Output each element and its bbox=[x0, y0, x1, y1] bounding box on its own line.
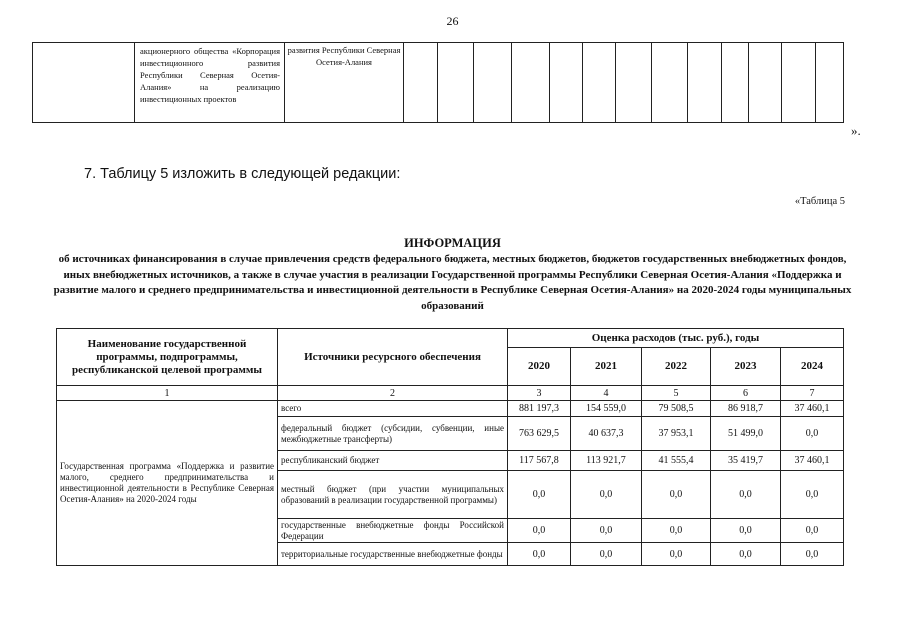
value-cell: 0,0 bbox=[642, 471, 711, 519]
measure-description: акционерного общества «Корпорация инвестиционного развития Республики Северная Осетия-Алания» на реализацию инвестиционных проектов bbox=[135, 43, 285, 123]
executor-cell: развития Республики Северная Осетия-Алания bbox=[285, 43, 404, 123]
table-cell bbox=[722, 43, 749, 123]
column-number: 4 bbox=[571, 386, 642, 401]
source-label: территориальные государственные внебюджетные фонды bbox=[278, 543, 508, 566]
value-cell: 35 419,7 bbox=[711, 451, 781, 471]
document-subheading: об источниках финансирования в случае привлечения средств федерального бюджета, местных бюджетов, бюджетов государственных внебюджетных фондов, иных внебюджетных источников, а также в случае участия в реализации Государственной программы Республики Северная Осетия-Алания «Поддержка и развитие малого и среднего предпринимательства и инвестиционной деятельности в Республике Северная Осетия-Алания» на 2020-2024 годы муниципальных образований bbox=[53, 253, 852, 312]
column-number: 1 bbox=[57, 386, 278, 401]
source-label: федеральный бюджет (субсидии, субвенции, иные межбюджетные трансферты) bbox=[278, 417, 508, 451]
table-row bbox=[33, 43, 844, 123]
source-label: республиканский бюджет bbox=[278, 451, 508, 471]
value-cell: 37 953,1 bbox=[642, 417, 711, 451]
value-cell: 0,0 bbox=[508, 471, 571, 519]
page-number: 26 bbox=[446, 14, 459, 28]
value-cell: 86 918,7 bbox=[711, 401, 781, 417]
value-cell: 113 921,7 bbox=[571, 451, 642, 471]
year-header: 2020 bbox=[508, 348, 571, 386]
table-cell bbox=[782, 43, 816, 123]
sources-header: Источники ресурсного обеспечения bbox=[278, 329, 508, 386]
document-heading: ИНФОРМАЦИЯ bbox=[404, 236, 501, 250]
table-cell bbox=[652, 43, 688, 123]
estimate-header: Оценка расходов (тыс. руб.), годы bbox=[508, 329, 844, 348]
table-cell bbox=[438, 43, 474, 123]
value-cell: 0,0 bbox=[508, 543, 571, 566]
value-cell: 51 499,0 bbox=[711, 417, 781, 451]
program-header: Наименование государственной программы, подпрограммы, республиканской целевой программы bbox=[57, 329, 278, 386]
value-cell: 0,0 bbox=[508, 519, 571, 543]
table-row bbox=[57, 401, 844, 417]
year-header: 2023 bbox=[711, 348, 781, 386]
value-cell: 0,0 bbox=[711, 519, 781, 543]
table-cell bbox=[33, 43, 135, 123]
value-cell: 0,0 bbox=[642, 519, 711, 543]
value-cell: 37 460,1 bbox=[781, 401, 844, 417]
column-number: 2 bbox=[278, 386, 508, 401]
value-cell: 37 460,1 bbox=[781, 451, 844, 471]
value-cell: 0,0 bbox=[781, 417, 844, 451]
column-number: 7 bbox=[781, 386, 844, 401]
table-label: «Таблица 5 bbox=[794, 196, 845, 207]
value-cell: 41 555,4 bbox=[642, 451, 711, 471]
value-cell: 763 629,5 bbox=[508, 417, 571, 451]
column-number: 5 bbox=[642, 386, 711, 401]
table-cell bbox=[474, 43, 512, 123]
value-cell: 79 508,5 bbox=[642, 401, 711, 417]
value-cell: 0,0 bbox=[571, 519, 642, 543]
table-cell bbox=[550, 43, 583, 123]
table-cell bbox=[404, 43, 438, 123]
value-cell: 117 567,8 bbox=[508, 451, 571, 471]
value-cell: 0,0 bbox=[642, 543, 711, 566]
value-cell: 881 197,3 bbox=[508, 401, 571, 417]
value-cell: 0,0 bbox=[711, 471, 781, 519]
table-cell bbox=[512, 43, 550, 123]
program-name: Государственная программа «Поддержка и развитие малого, среднего предпринимательства и инвестиционной деятельности в Республике Северная Осетия-Алания» на 2020-2024 годы bbox=[57, 401, 278, 566]
table-cell bbox=[583, 43, 616, 123]
table-cell bbox=[816, 43, 844, 123]
value-cell: 0,0 bbox=[781, 519, 844, 543]
value-cell: 0,0 bbox=[571, 543, 642, 566]
table-cell bbox=[616, 43, 652, 123]
value-cell: 154 559,0 bbox=[571, 401, 642, 417]
year-header: 2021 bbox=[571, 348, 642, 386]
source-label: государственные внебюджетные фонды Российской Федерации bbox=[278, 519, 508, 543]
column-number: 6 bbox=[711, 386, 781, 401]
year-header: 2024 bbox=[781, 348, 844, 386]
amendment-paragraph: 7. Таблицу 5 изложить в следующей редакции: bbox=[84, 166, 401, 182]
header-row bbox=[57, 329, 844, 348]
year-header: 2022 bbox=[642, 348, 711, 386]
value-cell: 40 637,3 bbox=[571, 417, 642, 451]
table-cell bbox=[688, 43, 722, 123]
column-number: 3 bbox=[508, 386, 571, 401]
closing-quote: ». bbox=[851, 123, 861, 138]
continued-table bbox=[32, 42, 844, 123]
column-numbers-row bbox=[57, 386, 844, 401]
value-cell: 0,0 bbox=[781, 471, 844, 519]
value-cell: 0,0 bbox=[711, 543, 781, 566]
value-cell: 0,0 bbox=[571, 471, 642, 519]
table-cell bbox=[749, 43, 782, 123]
funding-table bbox=[56, 328, 844, 566]
source-label: всего bbox=[278, 401, 508, 417]
source-label: местный бюджет (при участии муниципальных образований в реализации государственной программы) bbox=[278, 471, 508, 519]
value-cell: 0,0 bbox=[781, 543, 844, 566]
